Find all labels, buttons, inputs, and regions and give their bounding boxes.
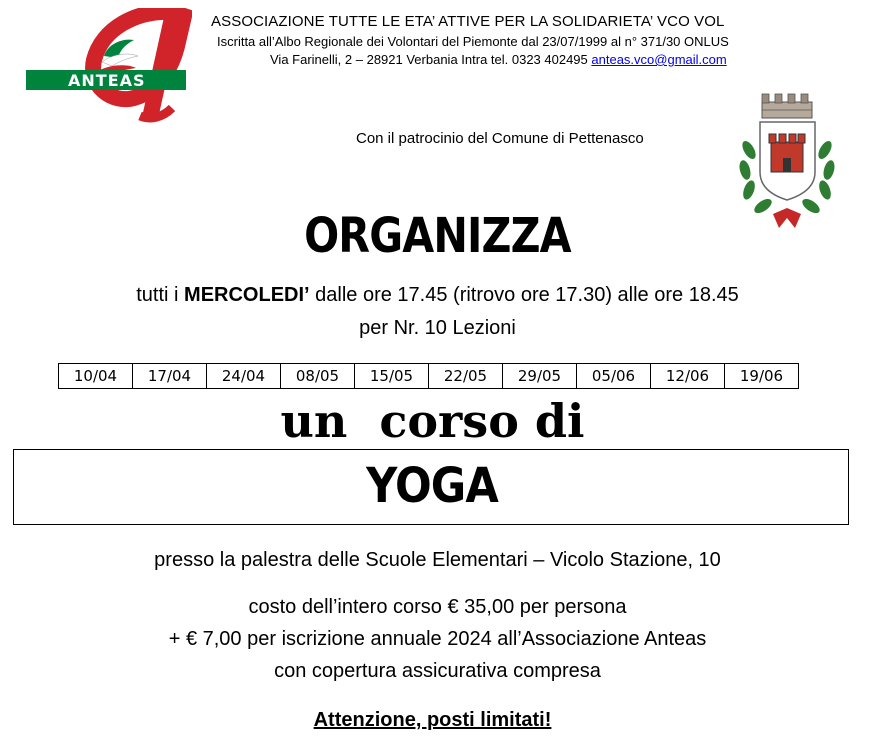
anteas-logo [22, 8, 192, 123]
date-cell: 05/06 [577, 364, 651, 389]
course-name: YOGA [366, 458, 498, 514]
date-cell: 15/05 [355, 364, 429, 389]
date-cell: 24/04 [207, 364, 281, 389]
date-cell: 22/05 [429, 364, 503, 389]
cost-line-3: con copertura assicurativa compresa [274, 660, 601, 682]
date-cell: 29/05 [503, 364, 577, 389]
schedule-day: MERCOLEDI’ [184, 284, 310, 306]
email-link[interactable]: anteas.vco@gmail.com [591, 52, 727, 67]
schedule-prefix: tutti i [136, 284, 185, 306]
association-name: ASSOCIAZIONE TUTTE LE ETA’ ATTIVE PER LA SOLIDARIETA’ VCO VOL [211, 13, 725, 30]
dates-table [58, 363, 799, 389]
cost-line-1: costo dell’intero corso € 35,00 per persona [248, 596, 627, 618]
date-cell: 19/06 [725, 364, 799, 389]
dates-row [59, 364, 799, 389]
address: Via Farinelli, 2 – 28921 Verbania Intra tel. 0323 402495 [270, 52, 592, 67]
headline: ORGANIZZA [304, 208, 571, 264]
date-cell: 17/04 [133, 364, 207, 389]
cost-line-2: + € 7,00 per iscrizione annuale 2024 all’Associazione Anteas [168, 628, 707, 650]
limited-seats-notice: Attenzione, posti limitati! [313, 709, 552, 731]
date-cell: 08/05 [281, 364, 355, 389]
schedule-text [0, 284, 875, 307]
patronage-text: Con il patrocinio del Comune di Pettenasco [356, 130, 644, 147]
logo-text: ANTEAS [68, 71, 146, 90]
date-cell: 10/04 [59, 364, 133, 389]
registry-info: Iscritta all’Albo Regionale dei Volontari del Piemonte dal 23/07/1999 al n° 371/30 ONLUS [217, 34, 729, 49]
location-text: presso la palestra delle Scuole Elementari – Vicolo Stazione, 10 [154, 549, 721, 571]
course-intro: un corso di [280, 394, 585, 448]
lessons-count: per Nr. 10 Lezioni [359, 317, 516, 339]
contact-info [270, 52, 727, 67]
schedule-suffix: dalle ore 17.45 (ritrovo ore 17.30) alle ore 18.45 [309, 284, 739, 306]
date-cell: 12/06 [651, 364, 725, 389]
